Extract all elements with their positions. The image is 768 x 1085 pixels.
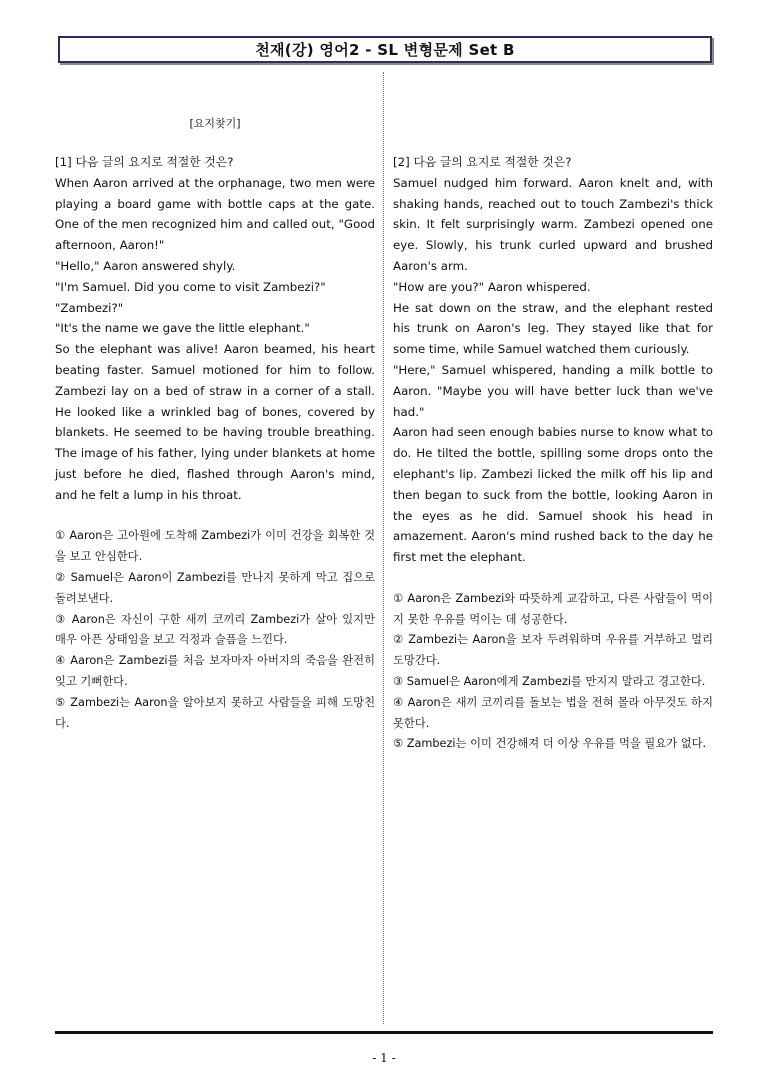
answer-choice: ① Aaron은 Zambezi와 따뜻하게 교감하고, 다른 사람들이 먹이지 못한 우유를 먹이는 데 성공한다. [393,591,713,626]
footer-rule [55,1031,713,1034]
question-title: [2] 다음 글의 요지로 적절한 것은? [393,155,572,169]
passage-paragraph: So the elephant was alive! Aaron beamed, his heart beating faster. Samuel motioned for him to follow. Zambezi lay on a bed of straw in a corner of a stall. He looked like a wrinkled bag of bones, covered by blankets. He seemed to be having trouble breathing. The image of his father, lying under blankets at home just before he died, flashed through Aaron's mind, and he felt a lump in his throat. [55,342,375,502]
passage [393,173,713,568]
answer-choice: ④ Aaron은 Zambezi를 처음 보자마자 아버지의 죽음을 완전히 잊고 기뻐한다. [55,654,375,688]
passage-paragraph: When Aaron arrived at the orphanage, two men were playing a board game with bottle caps at the gate. One of the men recognized him and called out, "Good afternoon, Aaron!" [55,175,375,253]
column-divider [383,72,384,1024]
passage-paragraph: "Here," Samuel whispered, handing a milk bottle to Aaron. "Maybe you will have better luck than we've had." [393,362,713,419]
answer-choice: ③ Aaron은 자신이 구한 새끼 코끼리 Zambezi가 살아 있지만 매우 아픈 상태임을 보고 걱정과 슬픔을 느낀다. [55,612,375,647]
passage-paragraph: Aaron had seen enough babies nurse to know what to do. He tilted the bottle, spilling some drops onto the elephant's lip. Zambezi licked the milk off his lip and then began to suck from the bottle, looking Aaron in the eyes as he did. Samuel shook his head in amazement. Aaron's mind rushed back to the day he first met the elephant. [393,425,713,565]
passage-paragraph: "Hello," Aaron answered shyly. [55,258,236,273]
answer-choice: ② Zambezi는 Aaron을 보자 두려워하며 우유를 거부하고 멀리 도망간다. [393,633,713,668]
passage [55,173,375,506]
passage-paragraph: "I'm Samuel. Did you come to visit Zambezi?" [55,279,326,294]
answer-choice: ⑤ Zambezi는 Aaron을 알아보지 못하고 사람들을 피해 도망친다. [55,695,375,730]
passage-paragraph: "Zambezi?" [55,300,124,315]
question-2 [393,152,713,755]
passage-paragraph: He sat down on the straw, and the elephant rested his trunk on Aaron's leg. They stayed like that for some time, while Samuel watched them curiously. [393,300,713,357]
passage-paragraph: Samuel nudged him forward. Aaron knelt and, with shaking hands, reached out to touch Zambezi's thick skin. It felt surprisingly warm. Zambezi opened one eye. Slowly, his trunk curled upward and brushed Aaron's arm. [393,175,713,273]
passage-paragraph: "It's the name we gave the little elephant." [55,321,310,336]
answer-choice: ② Samuel은 Aaron이 Zambezi를 만나지 못하게 막고 집으로 돌려보낸다. [55,570,375,605]
answer-choice: ⑤ Zambezi는 이미 건강해져 더 이상 우유를 먹을 필요가 없다. [393,737,707,751]
answer-choice: ① Aaron은 고아원에 도착해 Zambezi가 이미 건강을 회복한 것을 보고 안심한다. [55,529,375,564]
answer-choices [393,589,713,755]
page-number: - 1 - [372,1051,396,1065]
answer-choice: ③ Samuel은 Aaron에게 Zambezi를 만지지 말라고 경고한다. [393,674,706,688]
question-1 [55,152,375,734]
answer-choices [55,526,375,734]
section-label: [요지찾기] [189,117,241,130]
header-title-box [58,36,712,63]
question-title: [1] 다음 글의 요지로 적절한 것은? [55,155,234,169]
answer-choice: ④ Aaron은 새끼 코끼리를 돌보는 법을 전혀 몰라 아무것도 하지 못한다. [393,695,713,730]
page-title: 천재(강) 영어2 - SL 변형문제 Set B [255,41,515,59]
passage-paragraph: "How are you?" Aaron whispered. [393,279,591,294]
